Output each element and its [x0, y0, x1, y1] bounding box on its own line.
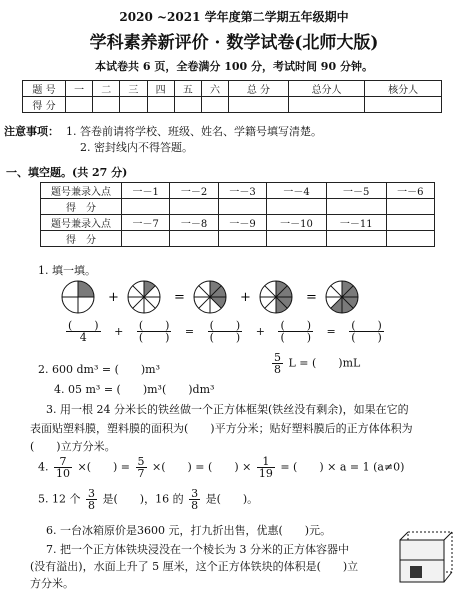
score-input-cell[interactable] — [66, 97, 93, 113]
score-input-cell[interactable] — [122, 231, 170, 247]
section-table-cell: 题号兼录入点 — [41, 183, 122, 199]
section-table-head-row — [41, 215, 435, 231]
section-table-cell: 一－11 — [326, 215, 386, 231]
score-input-cell[interactable] — [288, 97, 365, 113]
score-input-cell[interactable] — [386, 231, 434, 247]
fraction-blank[interactable]: $\frac{( )}{( )}$ — [280, 319, 312, 344]
section-table-cell: 一－10 — [267, 215, 327, 231]
score-input-cell[interactable] — [174, 97, 201, 113]
section-title: 一、填空题。(共 27 分) — [6, 166, 128, 179]
question-4: 4. $\frac{7}{10}$ ×( ) = $\frac{5}{7}$ ×( ) = ( ) × $\frac{1}{19}$ = ( ) × a = 1 (a≠0) — [38, 455, 405, 480]
question-2c: 4. 05 m³ = ( )m³( )dm³ — [54, 383, 215, 396]
score-input-cell[interactable] — [365, 97, 442, 113]
score-table-cell: 总 分 — [229, 81, 289, 97]
question-3-line3: ( )立方分米。 — [30, 440, 116, 453]
score-input-cell[interactable] — [326, 199, 386, 215]
score-table-cell: 三 — [120, 81, 147, 97]
question-7-line2: (没有溢出)，水面上升了 5 厘米，这个正方体铁块的体积是( )立 — [30, 560, 359, 573]
score-input-cell[interactable] — [93, 97, 120, 113]
score-input-cell[interactable] — [170, 199, 218, 215]
score-table-cell: 题 号 — [23, 81, 66, 97]
score-table-header-row — [23, 81, 442, 97]
section-table-cell: 题号兼录入点 — [41, 215, 122, 231]
score-table-cell: 四 — [147, 81, 174, 97]
section-table-cell: 得 分 — [41, 231, 122, 247]
exam-year-title: 2020 ~2021 学年度第二学期五年级期中 — [119, 10, 349, 24]
svg-text:+: + — [240, 290, 251, 305]
circle-quarters-icon — [62, 281, 94, 313]
question-7-line1: 7. 把一个正方体铁块浸没在一个棱长为 3 分米的正方体容器中 — [46, 543, 349, 556]
section-table-cell: 一－1 — [122, 183, 170, 199]
fraction-blank[interactable]: $\frac{( )}{4}$ — [68, 319, 99, 344]
question-7-line3: 方分米。 — [30, 577, 74, 590]
question-1: 1. 填一填。 — [38, 264, 96, 277]
svg-text:=: = — [174, 290, 185, 305]
score-input-cell[interactable] — [201, 97, 228, 113]
fraction-blank[interactable]: $\frac{( )}{( )}$ — [209, 319, 241, 344]
section-table-score-row — [41, 199, 435, 215]
score-input-cell[interactable] — [267, 199, 327, 215]
score-input-cell[interactable] — [218, 199, 266, 215]
section-score-table — [40, 182, 435, 247]
score-input-cell[interactable] — [267, 231, 327, 247]
svg-text:=: = — [306, 290, 317, 305]
fraction-circles — [60, 279, 400, 315]
section-table-cell: 得 分 — [41, 199, 122, 215]
notes-item-1: 1. 答卷前请将学校、班级、姓名、学籍号填写清楚。 — [66, 125, 322, 138]
circle-eighths-icon — [128, 281, 160, 313]
score-table-cell: 总分人 — [288, 81, 365, 97]
circle-eighths-icon — [260, 281, 292, 313]
score-input-cell[interactable] — [386, 199, 434, 215]
section-table-cell: 一－9 — [218, 215, 266, 231]
section-table-cell: 一－7 — [122, 215, 170, 231]
section-table-cell — [386, 215, 434, 231]
question-2a: 2. 600 dm³ = ( )m³ — [38, 363, 160, 376]
score-table — [22, 80, 442, 113]
question-2b: $\frac{5}{8}$ L = ( )mL — [274, 351, 361, 376]
section-table-cell: 一－5 — [326, 183, 386, 199]
section-table-cell: 一－3 — [218, 183, 266, 199]
score-input-cell[interactable] — [326, 231, 386, 247]
cube-container-icon — [396, 530, 462, 586]
score-table-cell: 二 — [93, 81, 120, 97]
fraction-blank[interactable]: $\frac{( )}{( )}$ — [138, 319, 170, 344]
section-table-cell: 一－8 — [170, 215, 218, 231]
score-input-cell[interactable] — [120, 97, 147, 113]
exam-info: 本试卷共 6 页，全卷满分 100 分，考试时间 90 分钟。 — [95, 60, 373, 73]
notes-label: 注意事项： — [4, 125, 59, 138]
score-table-cell: 六 — [201, 81, 228, 97]
exam-main-title: 学科素养新评价 · 数学试卷(北师大版) — [89, 33, 379, 53]
score-table-cell: 一 — [66, 81, 93, 97]
question-5: 5. 12 个 $\frac{3}{8}$ 是( )，16 的 $\frac{3}{8}$ 是( )。 — [38, 487, 259, 512]
circle-eighths-icon — [326, 281, 358, 313]
fraction-blank-row: $\frac{( )}{4}$ + $\frac{( )}{( )}$ = $\frac{( )}{( )}$ + $\frac{( )}{( )}$ = $\frac{( )}{( )}$ — [68, 319, 382, 344]
score-input-cell[interactable] — [218, 231, 266, 247]
score-input-cell[interactable] — [229, 97, 289, 113]
question-3-line1: 3. 用一根 24 分米长的铁丝做一个正方体框架(铁丝没有剩余)，如果在它的 — [46, 403, 409, 416]
score-input-cell[interactable] — [122, 199, 170, 215]
score-input-cell[interactable] — [147, 97, 174, 113]
question-6: 6. 一台冰箱原价是3600 元，打九折出售，优惠( )元。 — [46, 524, 332, 537]
section-table-cell: 一－2 — [170, 183, 218, 199]
section-table-score-row — [41, 231, 435, 247]
svg-text:+: + — [108, 290, 119, 305]
score-table-cell: 五 — [174, 81, 201, 97]
circle-eighths-icon — [194, 281, 226, 313]
score-table-cell: 得 分 — [23, 97, 66, 113]
section-table-head-row — [41, 183, 435, 199]
section-table-cell: 一－6 — [386, 183, 434, 199]
score-table-score-row — [23, 97, 442, 113]
fraction: $\frac{5}{8}$ — [274, 351, 281, 376]
score-input-cell[interactable] — [170, 231, 218, 247]
question-3-line2: 表面贴塑料膜，塑料膜的面积为( )平方分米；贴好塑料膜后的正方体体积为 — [30, 422, 413, 435]
score-table-cell: 核分人 — [365, 81, 442, 97]
section-table-cell: 一－4 — [267, 183, 327, 199]
notes-item-2: 2. 密封线内不得答题。 — [80, 141, 193, 154]
fraction-blank[interactable]: $\frac{( )}{( )}$ — [351, 319, 382, 344]
